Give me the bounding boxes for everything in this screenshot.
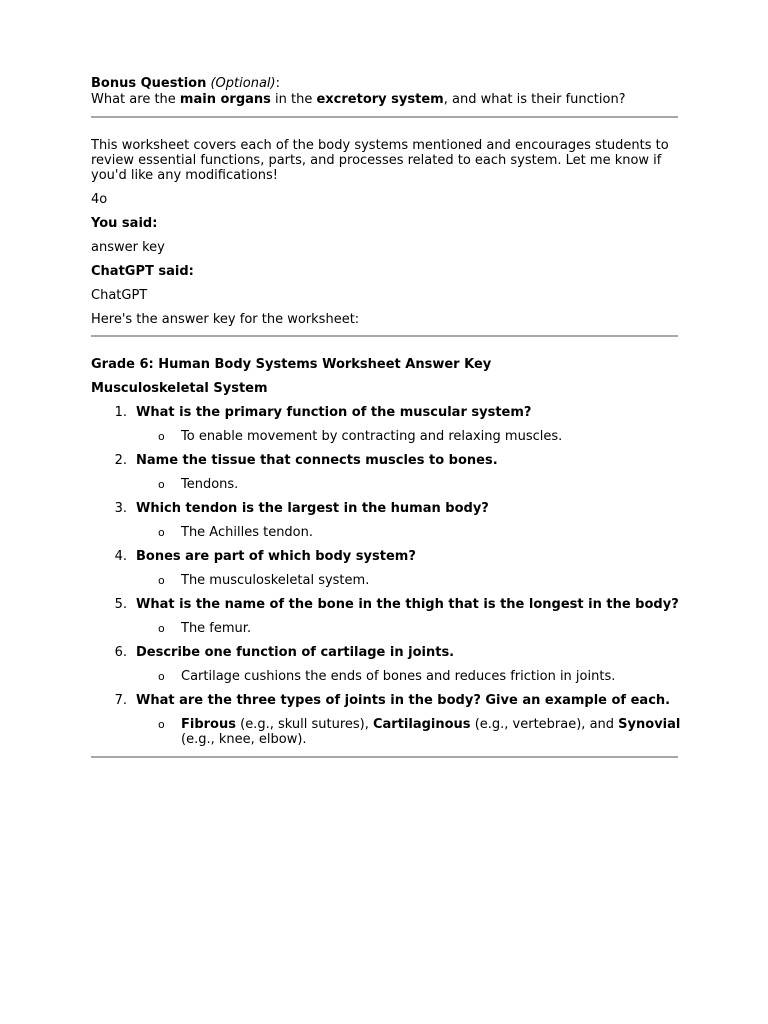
question-number: 5. bbox=[114, 597, 127, 612]
answer-key-title-text: Grade 6: Human Body Systems Worksheet Answer Key bbox=[91, 357, 492, 372]
joint-fibrous: Fibrous bbox=[181, 717, 236, 732]
you-said-label bbox=[91, 216, 681, 231]
joint-synovial-example: (e.g., knee, elbow). bbox=[181, 732, 307, 747]
section-heading bbox=[91, 381, 681, 396]
answer-key-title bbox=[91, 357, 681, 372]
bonus-text-3: , and what is their function? bbox=[443, 92, 626, 107]
chatgpt-label: ChatGPT bbox=[91, 288, 148, 303]
bonus-bold-excretory: excretory system bbox=[316, 92, 444, 107]
joint-cartilaginous-example: (e.g., vertebrae), and bbox=[470, 717, 619, 732]
bullet-icon: o bbox=[158, 574, 165, 587]
question-number: 3. bbox=[114, 501, 127, 516]
bullet-icon: o bbox=[158, 670, 165, 683]
model-label: 4o bbox=[91, 192, 108, 207]
divider-1 bbox=[91, 116, 678, 118]
question-text: Name the tissue that connects muscles to bones. bbox=[136, 453, 498, 468]
bullet-icon: o bbox=[158, 718, 165, 731]
bullet-icon: o bbox=[158, 430, 165, 443]
divider-3 bbox=[91, 756, 678, 758]
list-item bbox=[91, 597, 681, 636]
section-heading-text: Musculoskeletal System bbox=[91, 381, 268, 396]
answer bbox=[91, 621, 681, 636]
question-text: What is the primary function of the muscular system? bbox=[136, 405, 532, 420]
document-page bbox=[91, 76, 681, 758]
bullet-icon: o bbox=[158, 526, 165, 539]
bonus-text-1: What are the bbox=[91, 92, 180, 107]
divider-2 bbox=[91, 335, 678, 337]
answer bbox=[91, 477, 681, 492]
bonus-question-heading bbox=[91, 76, 681, 91]
joint-fibrous-example: (e.g., skull sutures), bbox=[235, 717, 373, 732]
answer-text: The Achilles tendon. bbox=[181, 525, 314, 540]
answer-text: To enable movement by contracting and relaxing muscles. bbox=[181, 429, 563, 444]
list-item bbox=[91, 405, 681, 444]
you-said-text: You said: bbox=[91, 216, 158, 231]
user-message: answer key bbox=[91, 240, 165, 255]
answer-text bbox=[181, 717, 680, 747]
question-number: 2. bbox=[114, 453, 127, 468]
bonus-label: Bonus Question bbox=[91, 76, 207, 91]
answer-key-lead: Here's the answer key for the worksheet: bbox=[91, 312, 360, 327]
chatgpt-said-label bbox=[91, 264, 681, 279]
list-item bbox=[91, 501, 681, 540]
optional-label: (Optional) bbox=[210, 76, 276, 91]
list-item bbox=[91, 645, 681, 684]
joint-cartilaginous: Cartilaginous bbox=[372, 717, 471, 732]
answer-text: The femur. bbox=[181, 621, 252, 636]
bonus-text-2: in the bbox=[270, 92, 317, 107]
question-number: 7. bbox=[114, 693, 127, 708]
answer-text: Tendons. bbox=[181, 477, 239, 492]
answer-text: Cartilage cushions the ends of bones and reduces friction in joints. bbox=[181, 669, 616, 684]
question-list bbox=[91, 405, 681, 747]
bonus-bold-main-organs: main organs bbox=[179, 92, 271, 107]
question-number: 4. bbox=[114, 549, 127, 564]
bullet-icon: o bbox=[158, 478, 165, 491]
question-number: 1. bbox=[114, 405, 127, 420]
answer bbox=[91, 669, 681, 684]
answer bbox=[91, 573, 681, 588]
bullet-icon: o bbox=[158, 622, 165, 635]
list-item bbox=[91, 549, 681, 588]
question-text: What is the name of the bone in the thigh that is the longest in the body? bbox=[136, 597, 679, 612]
answer bbox=[91, 717, 681, 747]
list-item bbox=[91, 453, 681, 492]
question-text: Describe one function of cartilage in joints. bbox=[136, 645, 455, 660]
list-item bbox=[91, 693, 681, 747]
question-text: Which tendon is the largest in the human body? bbox=[136, 501, 489, 516]
bonus-question-text bbox=[91, 92, 681, 107]
intro-paragraph: This worksheet covers each of the body systems mentioned and encourages students to review essential functions, parts, and processes related to each system. Let me know if you'd like any modifications! bbox=[91, 138, 669, 183]
question-text: Bones are part of which body system? bbox=[136, 549, 416, 564]
colon: : bbox=[275, 76, 280, 91]
answer bbox=[91, 525, 681, 540]
answer-text: The musculoskeletal system. bbox=[181, 573, 370, 588]
question-text: What are the three types of joints in the body? Give an example of each. bbox=[136, 693, 671, 708]
question-number: 6. bbox=[114, 645, 127, 660]
chatgpt-said-text: ChatGPT said: bbox=[91, 264, 194, 279]
joint-synovial: Synovial bbox=[618, 717, 681, 732]
answer bbox=[91, 429, 681, 444]
